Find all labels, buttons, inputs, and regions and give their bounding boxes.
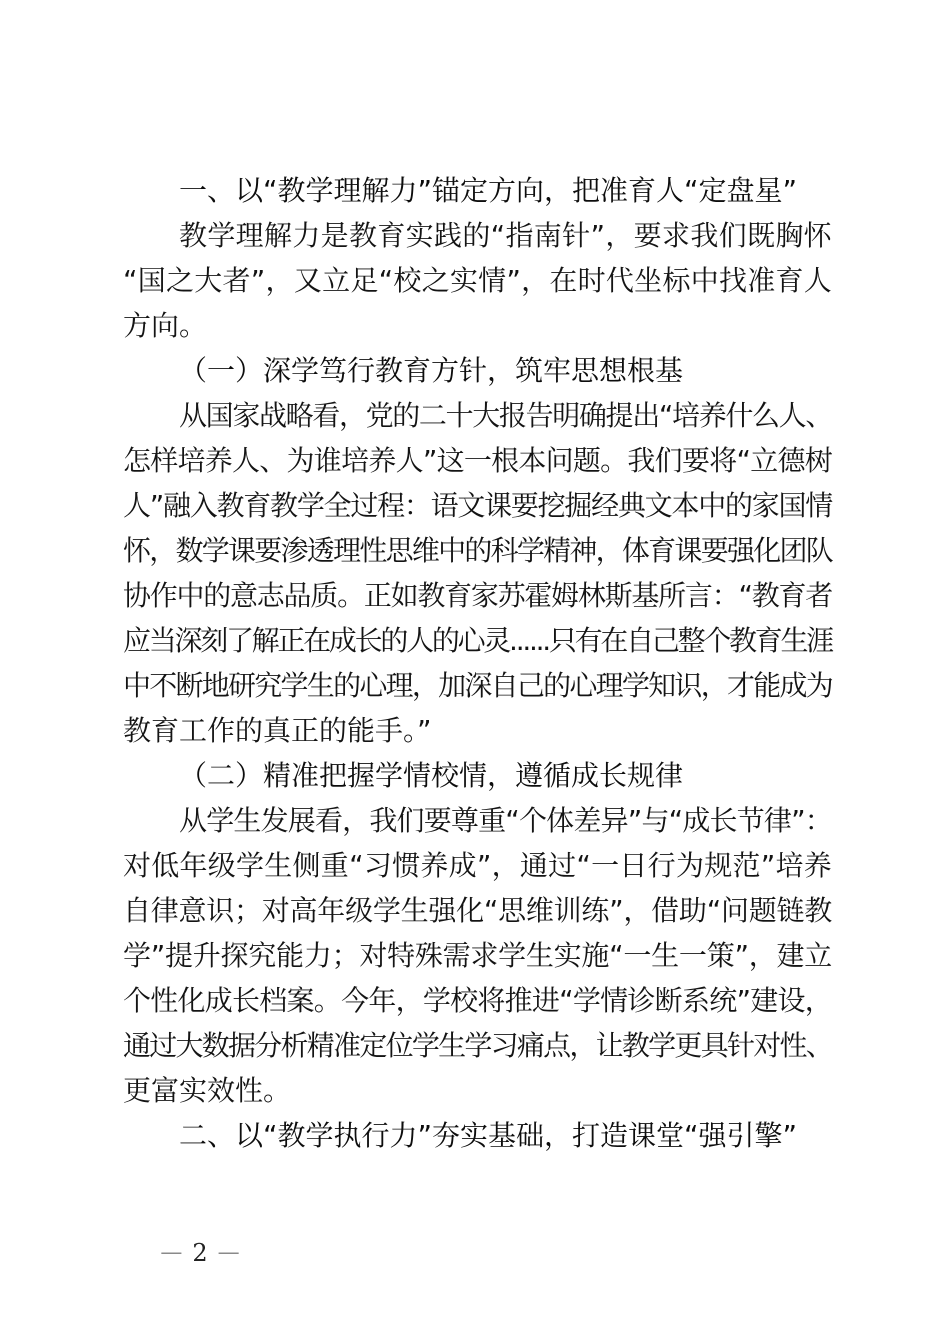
text-line (123, 483, 832, 528)
text-line (123, 888, 832, 933)
line-text: 方向。 (123, 309, 208, 342)
line-text: 教育工作的真正的能手。” (123, 714, 432, 747)
text-line (123, 393, 832, 438)
heading-line (123, 1113, 832, 1158)
line-text: 从国家战略看，党的二十大报告明确提出“培养什么人、 (179, 399, 832, 432)
line-text: 对低年级学生侧重“习惯养成”，通过“一日行为规范”培养 (123, 849, 832, 882)
line-text: 教学理解力是教育实践的“指南针”，要求我们既胸怀 (179, 219, 832, 252)
text-line (123, 1023, 832, 1068)
page-footer (158, 1236, 242, 1270)
line-text: 应当深刻了解正在成长的人的心灵......只有在自己整个教育生涯 (123, 624, 832, 657)
line-text: （二）精准把握学情校情，遵循成长规律 (179, 759, 684, 792)
line-text: “国之大者”，又立足“校之实情”，在时代坐标中找准育人 (123, 264, 832, 297)
line-text: 怀，数学课要渗透理性思维中的科学精神，体育课要强化团队 (123, 534, 832, 567)
line-text: 中不断地研究学生的心理，加深自己的心理学知识，才能成为 (123, 669, 832, 702)
text-line (123, 978, 832, 1023)
line-text: 个性化成长档案。今年，学校将推进“学情诊断系统”建设， (123, 984, 832, 1017)
text-line (123, 303, 832, 348)
line-text: 自律意识；对高年级学生强化“思维训练”，借助“问题链教 (123, 894, 832, 927)
footer-dash-right: — (217, 1240, 240, 1265)
text-line (123, 708, 832, 753)
text-line (123, 663, 832, 708)
line-text: 人”融入教育教学全过程：语文课要挖掘经典文本中的家国情 (123, 489, 832, 522)
text-line (123, 258, 832, 303)
line-text: 协作中的意志品质。正如教育家苏霍姆林斯基所言：“教育者 (123, 579, 832, 612)
page-number: 2 (192, 1239, 208, 1267)
text-line (123, 798, 832, 843)
text-line (123, 438, 832, 483)
footer-dash-left: — (160, 1240, 183, 1265)
text-line (123, 618, 832, 663)
line-text: 二、以“教学执行力”夯实基础，打造课堂“强引擎” (179, 1119, 798, 1152)
text-line (123, 213, 832, 258)
text-line (123, 573, 832, 618)
document-body (123, 168, 832, 1158)
text-line (123, 528, 832, 573)
text-line (123, 1068, 832, 1113)
line-text: （一）深学笃行教育方针，筑牢思想根基 (179, 354, 684, 387)
line-text: 从学生发展看，我们要尊重“个体差异”与“成长节律”： (179, 804, 832, 837)
heading-line (123, 348, 832, 393)
heading-line (123, 753, 832, 798)
line-text: 一、以“教学理解力”锚定方向，把准育人“定盘星” (179, 174, 798, 207)
line-text: 学”提升探究能力；对特殊需求学生实施“一生一策”，建立 (123, 939, 832, 972)
heading-line (123, 168, 832, 213)
line-text: 通过大数据分析精准定位学生学习痛点，让教学更具针对性、 (123, 1029, 832, 1062)
text-line (123, 843, 832, 888)
text-line (123, 933, 832, 978)
line-text: 更富实效性。 (123, 1074, 292, 1107)
line-text: 怎样培养人、为谁培养人”这一根本问题。我们要将“立德树 (123, 444, 832, 477)
